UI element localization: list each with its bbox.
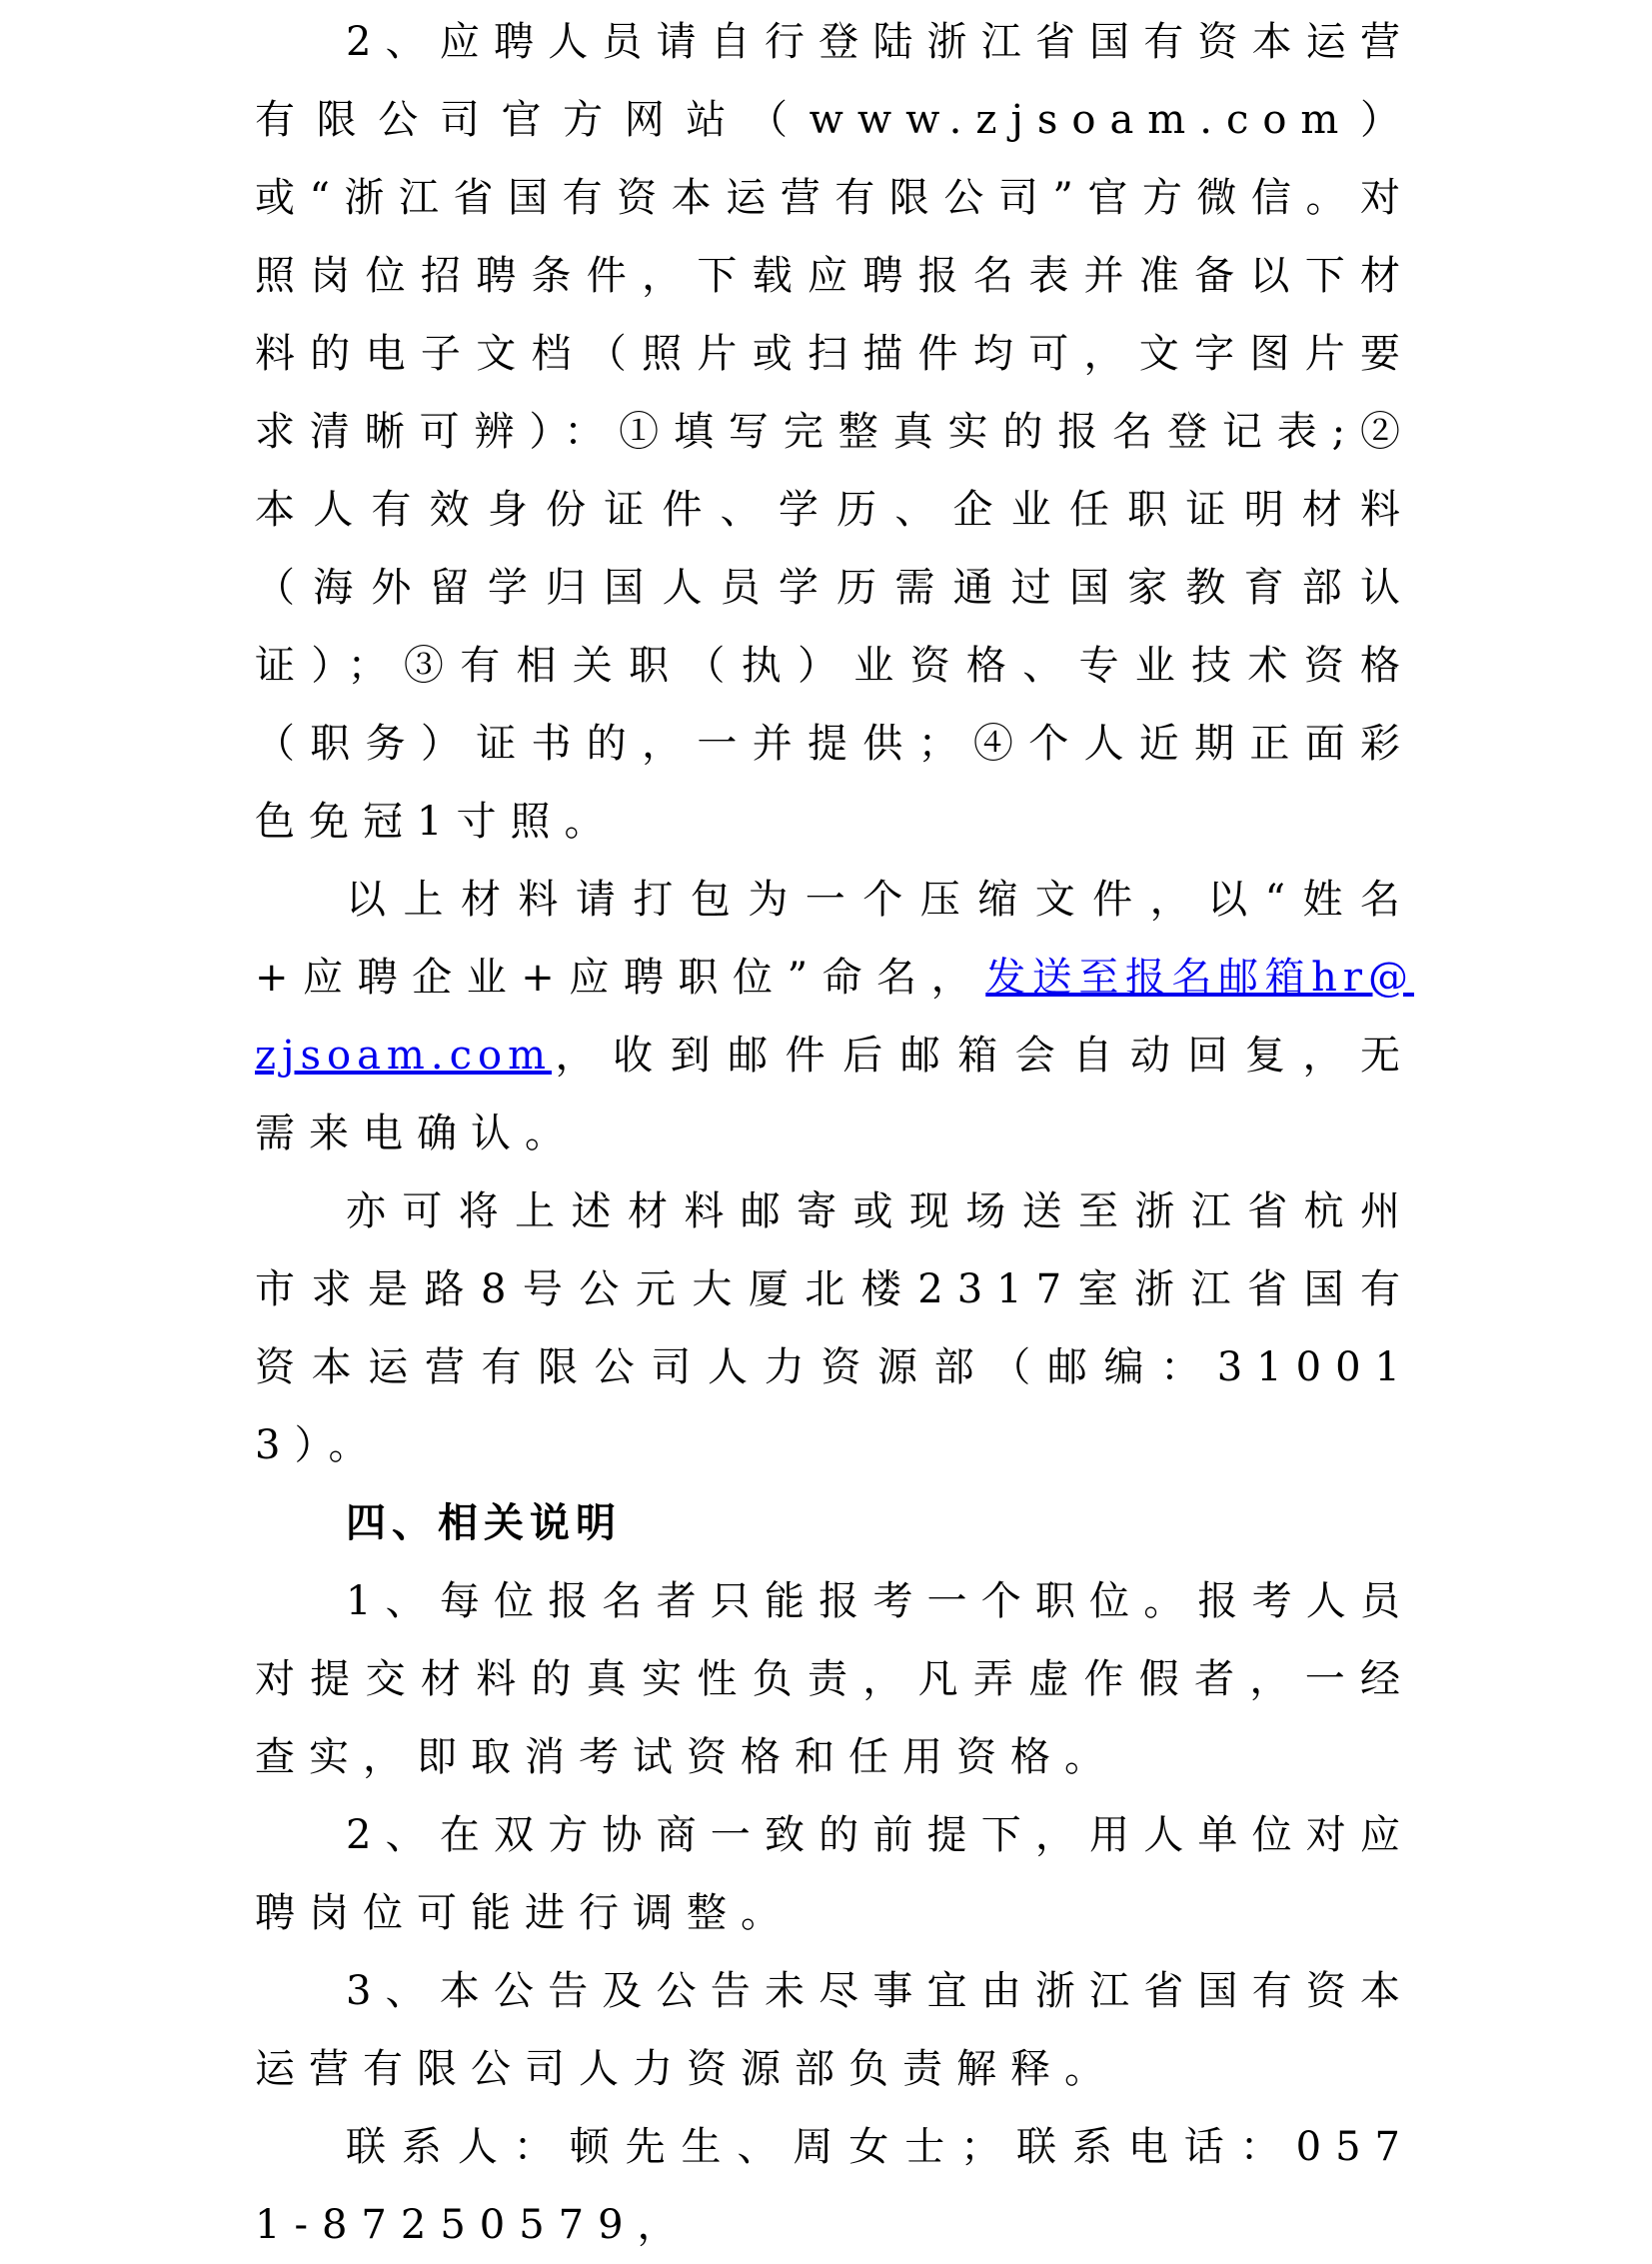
paragraph-note-2: 2、在双方协商一致的前提下，用人单位对应聘岗位可能进行调整。 [255,1812,1414,1936]
paragraph-email-submission [255,861,1414,1172]
email-confirmation-text: ，收到邮件后邮箱会自动回复，无需来电确认。 [255,1033,1414,1156]
email-instruction-text: 以上材料请打包为一个压缩文件，以“姓名+应聘企业+应聘职位”命名， [255,877,1414,1001]
document-page [255,0,1414,2264]
section-heading: 四、相关说明 [346,1500,622,1546]
paragraph-application-method: 2、应聘人员请自行登陆浙江省国有资本运营有限公司官方网站（www.zjsoam.com）或“浙江省国有资本运营有限公司”官方微信。对照岗位招聘条件，下载应聘报名表并准备以下材料的电子文档（照片或扫描件均可，文字图片要求清晰可辨）：①填写完整真实的报名登记表;②本人有效身份证件、学历、企业任职证明材料（海外留学归国人员学历需通过国家教育部认证）；③有相关职（执）业资格、专业技术资格（职务）证书的，一并提供；④个人近期正面彩色免冠1寸照。 [255,19,1414,845]
paragraph-note-3: 3、本公告及公告未尽事宜由浙江省国有资本运营有限公司人力资源部负责解释。 [255,1968,1414,2092]
paragraph-mail-address: 亦可将上述材料邮寄或现场送至浙江省杭州市求是路8号公元大厦北楼2317室浙江省国有资本运营有限公司人力资源部（邮编：310013）。 [255,1188,1414,1468]
paragraph-note-1: 1、每位报名者只能报考一个职位。报考人员对提交材料的真实性负责，凡弄虚作假者，一经查实，即取消考试资格和任用资格。 [255,1578,1414,1780]
paragraph-contact: 联系人：顿先生、周女士；联系电话：0571-87250579， [255,2124,1414,2248]
email-link[interactable]: 发送至报名邮箱hr@zjsoam.com [255,955,1414,1079]
